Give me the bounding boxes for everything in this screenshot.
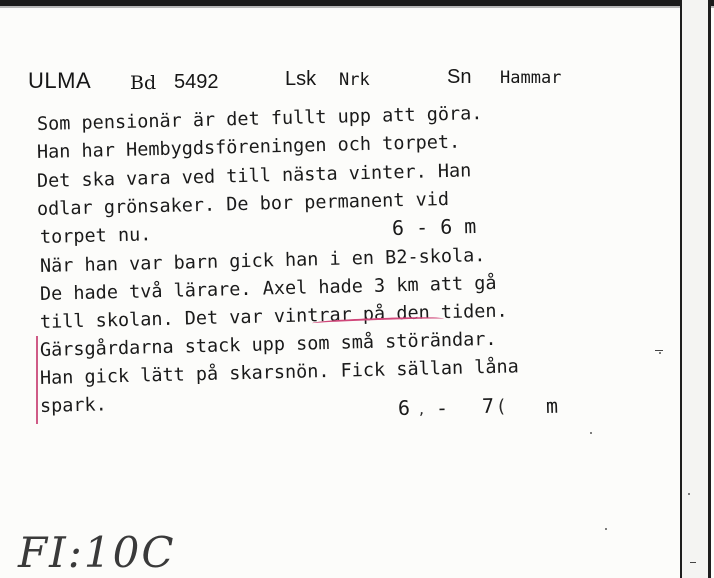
archive-code: FI:10C bbox=[18, 528, 176, 577]
bd-label: Bd bbox=[130, 72, 157, 94]
handwritten-comma-mark: , bbox=[419, 399, 425, 418]
pink-margin-annotation bbox=[36, 336, 38, 424]
scan-speck bbox=[690, 562, 696, 563]
text-line-2: Han har Hembygdsföreningen och torpet. bbox=[36, 131, 461, 163]
scan-speck bbox=[688, 493, 690, 495]
scan-speck bbox=[605, 528, 607, 530]
age-range-2-from: 6 bbox=[397, 395, 411, 420]
age-range-2-dash: - bbox=[435, 395, 449, 420]
scan-speck bbox=[659, 352, 661, 354]
county-label: Lsk bbox=[285, 68, 317, 90]
district-label: Sn bbox=[447, 66, 472, 88]
county-value: Nrk bbox=[339, 70, 370, 90]
scan-right-edge bbox=[708, 0, 711, 578]
text-line-3: Det ska vara ved till nästa vinter. Han bbox=[36, 160, 472, 192]
scan-speck bbox=[590, 432, 592, 434]
card-right-border bbox=[680, 0, 682, 578]
bd-number: 5492 bbox=[174, 71, 219, 93]
age-range-2-to: 7 bbox=[481, 393, 495, 418]
text-line-8: till skolan. Det var vintrar på den tiden. bbox=[39, 300, 508, 333]
age-range-1: 6 - 6 m bbox=[391, 213, 477, 240]
scan-speck bbox=[655, 350, 663, 351]
handwritten-tick-mark: ( bbox=[498, 396, 506, 417]
text-line-9: Gärsgårdarna stack upp som små störändar. bbox=[39, 328, 497, 361]
text-line-4: odlar grönsaker. De bor permanent vid bbox=[36, 188, 450, 220]
age-range-2-unit: m bbox=[545, 393, 559, 418]
parish-label: ULMA bbox=[28, 68, 92, 93]
text-line-1: Som pensionär är det fullt upp att göra. bbox=[36, 103, 483, 135]
text-line-10: Han gick lätt på skarsnön. Fick sällan låna bbox=[39, 356, 520, 389]
text-line-6: När han var barn gick han i en B2-skola. bbox=[39, 245, 486, 277]
text-line-5: torpet nu. bbox=[39, 224, 152, 248]
district-value: Hammar bbox=[500, 68, 562, 88]
text-line-7: De hade två lärare. Axel hade 3 km att gå bbox=[39, 272, 497, 305]
scan-right-margin bbox=[682, 0, 708, 578]
text-line-11: spark. bbox=[39, 394, 108, 417]
